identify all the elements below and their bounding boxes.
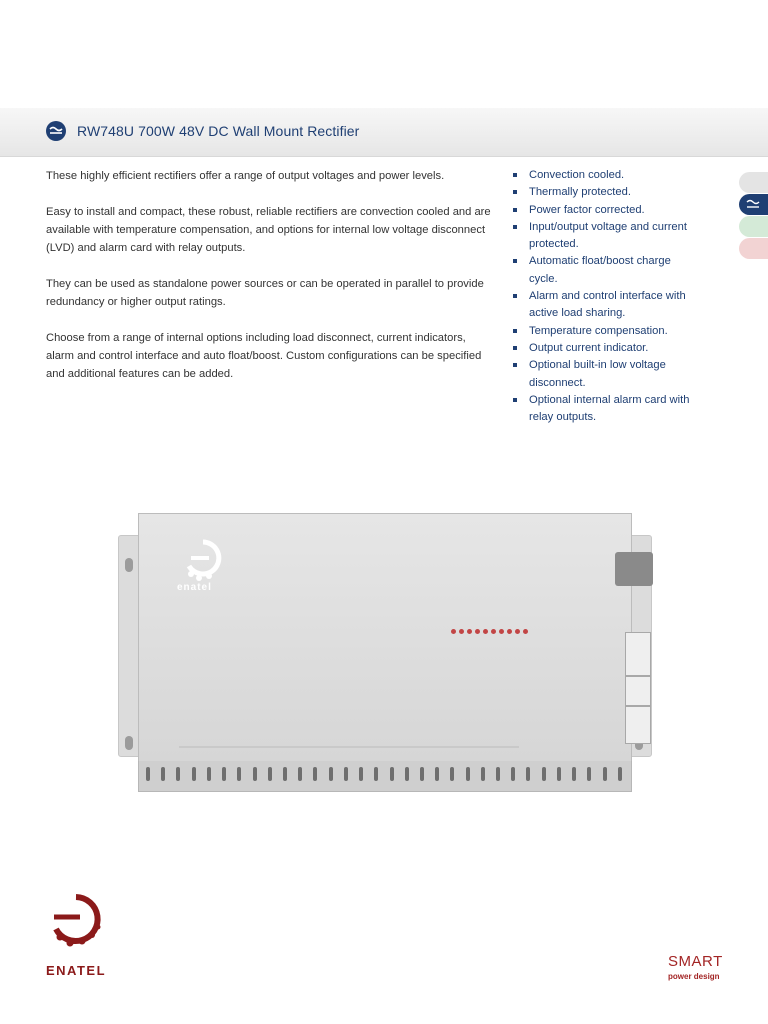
led — [523, 629, 528, 634]
led — [515, 629, 520, 634]
feature-item: Power factor corrected. — [512, 202, 692, 219]
current-indicator-leds — [451, 629, 531, 641]
tagline-sub: power design — [668, 972, 720, 981]
ac-dc-rectifier-icon — [46, 121, 66, 141]
section-tab[interactable] — [739, 172, 768, 193]
feature-list — [512, 167, 692, 426]
led — [459, 629, 464, 634]
led — [483, 629, 488, 634]
battery-terminal-block — [625, 676, 651, 706]
temp-terminal-block — [625, 632, 651, 676]
led — [499, 629, 504, 634]
enatel-logo-icon — [46, 893, 106, 951]
tagline-main: SMART — [668, 953, 723, 970]
ac-dc-rectifier-icon — [739, 194, 768, 215]
intro-text — [46, 167, 494, 401]
feature-item: Thermally protected. — [512, 184, 692, 201]
led — [467, 629, 472, 634]
feature-item: Output current indicator. — [512, 340, 692, 357]
section-tabs — [739, 172, 768, 260]
footer-brand: ENATEL — [46, 963, 107, 978]
section-tab-active[interactable] — [739, 194, 768, 215]
intro-paragraph: They can be used as standalone power sources or can be operated in parallel to provide redundancy or higher output ratings. — [46, 278, 484, 308]
feature-item: Automatic float/boost charge cycle. — [512, 253, 692, 288]
warning-strip — [179, 746, 519, 748]
feature-item: Temperature compensation. — [512, 323, 692, 340]
section-tab[interactable] — [739, 238, 768, 259]
led — [475, 629, 480, 634]
mains-input-socket — [615, 552, 653, 586]
rectifier-unit — [138, 513, 632, 763]
led — [491, 629, 496, 634]
unit-brand-label: enatel — [177, 582, 212, 593]
feature-item: Alarm and control interface with active load sharing. — [512, 288, 692, 323]
load-terminal-block — [625, 706, 651, 744]
led — [451, 629, 456, 634]
led — [507, 629, 512, 634]
section-tab[interactable] — [739, 216, 768, 237]
mounting-hole — [125, 736, 133, 750]
vent-slots — [146, 767, 622, 783]
page-title: RW748U 700W 48V DC Wall Mount Rectifier — [77, 123, 360, 139]
product-photo — [110, 505, 660, 805]
feature-item: Optional built-in low voltage disconnect. — [512, 357, 692, 392]
feature-item: Input/output voltage and current protected. — [512, 219, 692, 254]
intro-paragraph: Choose from a range of internal options including load disconnect, current indicators, alarm and control interface and auto float/boost. Custom configurations can be specified and additional features can be added. — [46, 332, 482, 380]
mounting-hole — [125, 558, 133, 572]
intro-paragraph: Easy to install and compact, these robust, reliable rectifiers are convection cooled and are available with temperature compensation, and options for internal low voltage disconnect (LVD) and alarm card with relay outputs. — [46, 206, 491, 254]
intro-paragraph: These highly efficient rectifiers offer a range of output voltages and power levels. — [46, 170, 445, 182]
feature-item: Optional internal alarm card with relay outputs. — [512, 392, 692, 427]
feature-item: Convection cooled. — [512, 167, 692, 184]
